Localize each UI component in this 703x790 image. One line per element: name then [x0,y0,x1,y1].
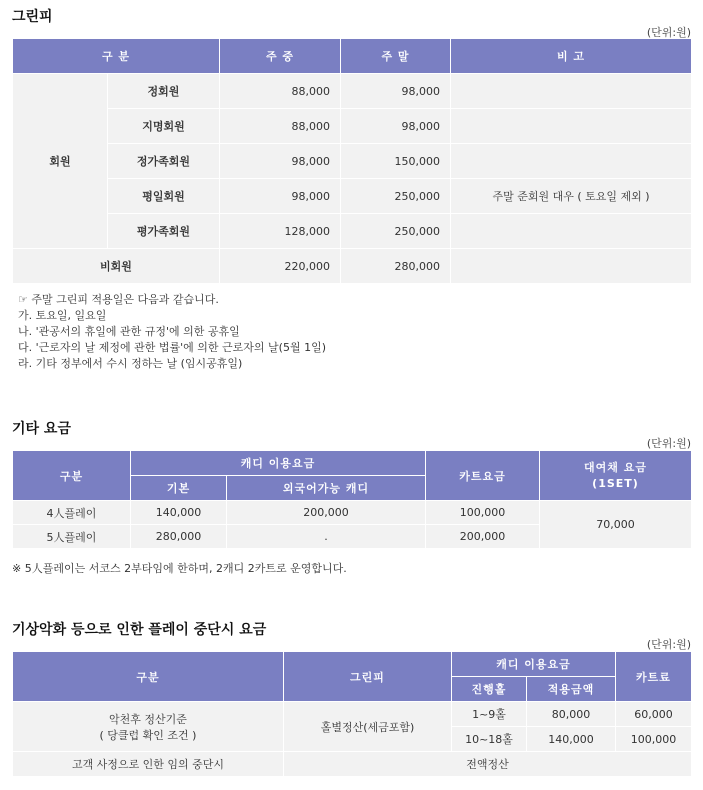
member-type: 지명회원 [108,109,220,144]
other-unit: (단위:원) [646,437,691,450]
foreign-caddie-fee: . [227,525,426,549]
cart-fee: 100,000 [426,501,540,525]
weather-title: 기상악화 등으로 인한 플레이 중단시 요금 [12,622,267,638]
holes-played: 1~9홀 [452,702,527,727]
cart-fee: 100,000 [616,727,692,752]
weekend-fee: 280,000 [341,249,451,284]
weekday-fee: 128,000 [220,214,341,249]
weekday-fee: 88,000 [220,109,341,144]
header-category: 구 분 [13,39,220,74]
header-category: 구분 [13,652,284,702]
customer-stop-label: 고객 사정으로 인한 임의 중단시 [13,752,284,777]
remark-cell [451,109,692,144]
header-applied-amount: 적용금액 [527,677,616,702]
other-fee-table [12,450,692,549]
weather-category-line1: 악천후 정산기준 [109,712,187,726]
header-basic: 기본 [131,476,227,501]
weekend-fee: 98,000 [341,109,451,144]
note-line: ☞ 주말 그린피 적용일은 다음과 같습니다. [18,293,219,306]
weekday-fee: 98,000 [220,144,341,179]
member-type: 정회원 [108,74,220,109]
other-note: ※ 5人플레이는 서코스 2부타임에 한하며, 2캐디 2카트로 운영합니다. [12,562,347,575]
member-type: 평가족회원 [108,214,220,249]
header-remark: 비 고 [451,39,692,74]
greenfee-title: 그린피 [12,9,53,25]
holes-played: 10~18홀 [452,727,527,752]
weather-unit: (단위:원) [646,638,691,651]
header-greenfee: 그린피 [284,652,452,702]
remark-cell [451,214,692,249]
header-weekday: 주 중 [220,39,341,74]
header-cart: 카트료 [616,652,692,702]
member-group-label: 회원 [13,74,108,249]
weather-category-line2: ( 당클럽 확인 조건 ) [99,728,197,742]
greenfee-table [12,38,692,284]
weekend-fee: 150,000 [341,144,451,179]
weekday-fee: 88,000 [220,74,341,109]
basic-fee: 280,000 [131,525,227,549]
weekend-fee: 98,000 [341,74,451,109]
member-type: 평일회원 [108,179,220,214]
remark-cell [451,144,692,179]
member-type: 정가족회원 [108,144,220,179]
foreign-caddie-fee: 200,000 [227,501,426,525]
note-line: 다. '근로자의 날 제정에 관한 법률'에 의한 근로자의 날(5월 1일) [18,341,326,354]
remark-cell [451,74,692,109]
header-caddie: 캐디 이용요금 [131,451,426,476]
header-caddie: 캐디 이용요금 [452,652,616,677]
weekend-fee: 250,000 [341,179,451,214]
basic-fee: 140,000 [131,501,227,525]
note-line: 라. 기타 정부에서 수시 정하는 날 (임시공휴일) [18,357,243,370]
customer-stop-value: 전액정산 [284,752,692,777]
applied-amount: 80,000 [527,702,616,727]
rental-fee: 70,000 [540,501,692,549]
weekday-fee: 98,000 [220,179,341,214]
greenfee-notes [18,292,326,372]
cart-fee: 60,000 [616,702,692,727]
applied-amount: 140,000 [527,727,616,752]
play-type: 4人플레이 [13,501,131,525]
remark-cell [451,249,692,284]
header-rental: 대여채 요금 (1SET) [540,451,692,501]
weekend-fee: 250,000 [341,214,451,249]
weather-category [13,702,284,752]
greenfee-unit: (단위:원) [646,26,691,39]
nonmember-label: 비회원 [13,249,220,284]
other-title: 기타 요금 [12,421,71,437]
note-line: 나. '관공서의 휴일에 관한 규정'에 의한 공휴일 [18,325,240,338]
header-foreign-caddie: 외국어가능 캐디 [227,476,426,501]
weather-fee-table [12,651,692,777]
header-category: 구분 [13,451,131,501]
note-line: 가. 토요일, 일요일 [18,309,107,322]
weekday-fee: 220,000 [220,249,341,284]
header-weekend: 주 말 [341,39,451,74]
cart-fee: 200,000 [426,525,540,549]
remark-text: 주말 준회원 대우 ( 토요일 제외 ) [451,179,692,214]
greenfee-settlement: 홀별정산(세금포함) [284,702,452,752]
play-type: 5人플레이 [13,525,131,549]
header-cart: 카트요금 [426,451,540,501]
header-progress-holes: 진행홀 [452,677,527,702]
